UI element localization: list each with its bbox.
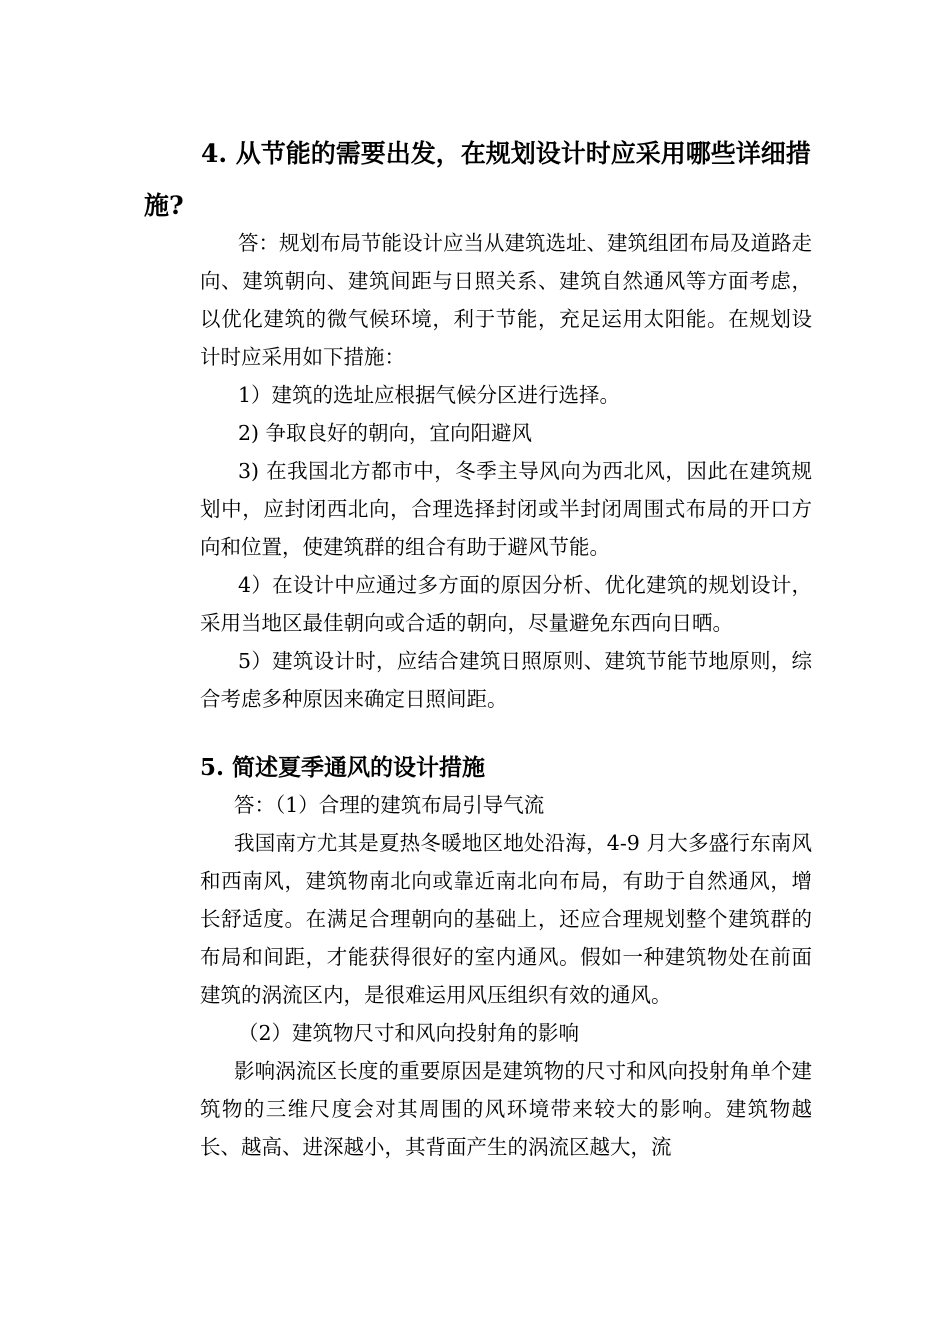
question-5-answer-intro: 答：（1）合理的建筑布局引导气流: [234, 793, 545, 817]
question-5-answer-block: [200, 786, 812, 1166]
question-5-subheading-2: （2）建筑物尺寸和风向投射角的影响: [238, 1021, 580, 1045]
question-4-heading: 4. 从节能的需要出发，在规划设计时应采用哪些详细措施?: [144, 139, 811, 220]
question-4-item-5: 5）建筑设计时，应结合建筑日照原则、建筑节能节地原则，综合考虑多种原因来确定日照间距。: [200, 649, 812, 711]
question-4-item-2: 2) 争取良好的朝向，宜向阳避风: [238, 421, 533, 445]
question-5-paragraph-1: 我国南方尤其是夏热冬暖地区地处沿海，4-9 月大多盛行东南风和西南风，建筑物南北向或靠近南北向布局，有助于自然通风，增长舒适度。在满足合理朝向的基础上，还应合理规划整个建筑群的布局和间距，才能获得很好的室内通风。假如一种建筑物处在前面建筑的涡流区内，是很难运用风压组织有效的通风。: [200, 831, 812, 1007]
question-4-item-3: 3) 在我国北方都市中，冬季主导风向为西北风，因此在建筑规划中，应封闭西北向，合理选择封闭或半封闭周围式布局的开口方向和位置，使建筑群的组合有助于避风节能。: [200, 459, 812, 559]
question-4-answer: 答：规划布局节能设计应当从建筑选址、建筑组团布局及道路走向、建筑朝向、建筑间距与日照关系、建筑自然通风等方面考虑，以优化建筑的微气候环境，利于节能，充足运用太阳能。在规划设计时应采用如下措施：: [200, 231, 812, 369]
question-5-paragraph-2: 影响涡流区长度的重要原因是建筑物的尺寸和风向投射角单个建筑物的三维尺度会对其周围的风环境带来较大的影响。建筑物越长、越高、进深越小，其背面产生的涡流区越大，流: [200, 1059, 812, 1159]
question-5-heading: 5. 简述夏季通风的设计措施: [200, 754, 486, 781]
question-4-item-4: 4）在设计中应通过多方面的原因分析、优化建筑的规划设计，采用当地区最佳朝向或合适的朝向，尽量避免东西向日晒。: [200, 573, 812, 635]
question-4-answer-block: [200, 224, 812, 718]
question-4-item-1: 1）建筑的选址应根据气候分区进行选择。: [238, 383, 621, 407]
